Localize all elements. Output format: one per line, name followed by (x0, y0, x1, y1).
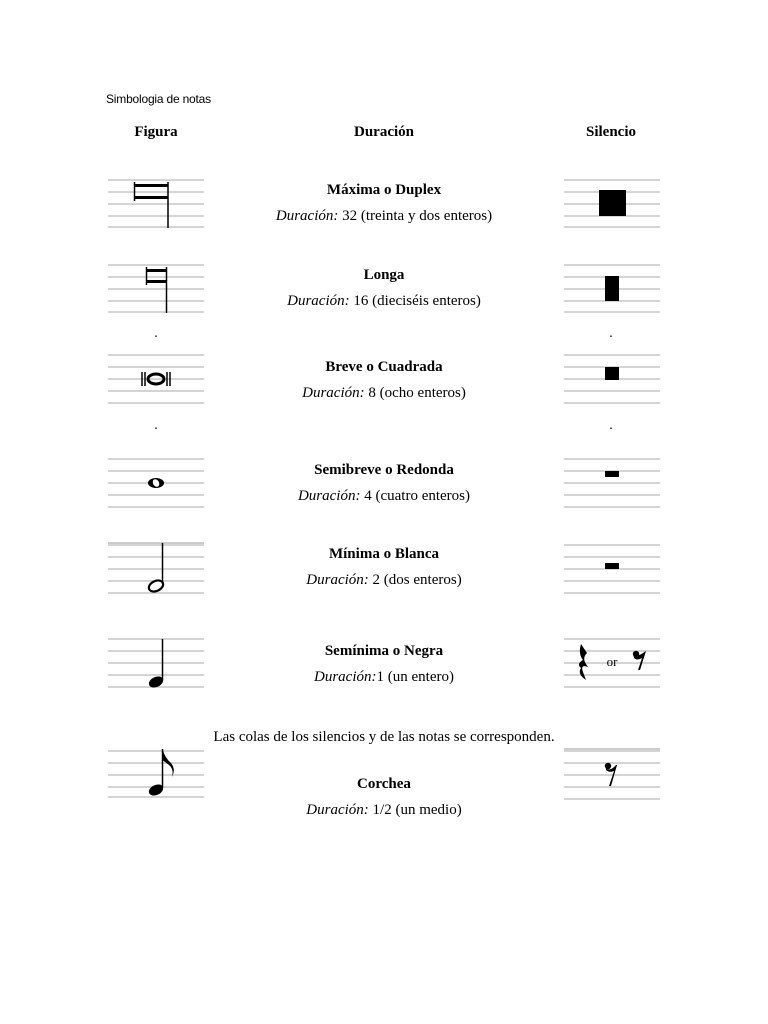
column-header-figure: Figura (134, 124, 178, 140)
duration-prefix: Duración: (275, 208, 339, 224)
duration-value: 2 (dos enteros) (372, 572, 462, 588)
duration-value: 4 (cuatro enteros) (364, 488, 471, 504)
quarter-note-icon (108, 634, 204, 694)
duration-value: 1/2 (un medio) (372, 802, 462, 818)
duration-prefix: Duración: (297, 488, 361, 504)
duration-prefix: Duración: (302, 385, 365, 401)
column-header-rest: Silencio (585, 124, 637, 140)
row-maxima (276, 181, 492, 225)
note-name: Longa (363, 267, 405, 283)
note-name: Semibreve o Redonda (314, 462, 454, 478)
note-duration (314, 668, 454, 686)
separator-dot: . (609, 326, 613, 341)
eighth-rest-icon (564, 744, 660, 804)
duration-value: 16 (dieciséis enteros) (353, 293, 481, 309)
quarter-rest-icon (564, 634, 660, 694)
row-breve (302, 358, 466, 402)
whole-rest-icon (564, 452, 660, 512)
breve-note-icon (108, 348, 204, 408)
separator-dot: . (154, 418, 158, 433)
note-duration (287, 292, 481, 310)
duration-prefix: Duración: (314, 669, 377, 685)
note-duration (306, 571, 461, 589)
note-name: Breve o Cuadrada (325, 359, 443, 375)
note-duration (276, 207, 492, 225)
duration-prefix: Duración: (287, 293, 350, 309)
row-minima (306, 545, 461, 589)
duration-value: 32 (treinta y dos enteros) (342, 208, 493, 224)
correspondence-note: Las colas de los silencios y de las notas se corresponden. (213, 729, 555, 745)
row-seminima (314, 642, 454, 686)
separator-dot: . (609, 418, 613, 433)
maxima-note-icon (108, 172, 204, 232)
half-rest-icon (564, 540, 660, 600)
duration-value: 8 (ocho enteros) (368, 385, 466, 401)
half-note-icon (108, 540, 204, 600)
breve-rest-icon (564, 348, 660, 408)
page-heading: Simbologia de notas (106, 92, 211, 106)
longa-note-icon (108, 258, 204, 318)
note-duration (306, 801, 461, 819)
or-label: or (606, 654, 618, 669)
duration-prefix: Duración: (306, 802, 369, 818)
whole-note-icon (108, 452, 204, 512)
row-longa (287, 266, 481, 310)
longa-rest-icon (564, 258, 660, 318)
separator-dot: . (154, 326, 158, 341)
note-name: Semínima o Negra (324, 643, 444, 659)
note-name: Máxima o Duplex (326, 182, 442, 198)
column-header-duration: Duración (354, 124, 414, 140)
duration-prefix: Duración: (306, 572, 369, 588)
note-name: Mínima o Blanca (328, 546, 439, 562)
duration-value: 1 (un entero) (376, 669, 454, 685)
row-semibreve (298, 461, 470, 505)
note-name: Corchea (357, 776, 411, 792)
eighth-note-icon (108, 744, 204, 804)
row-corchea (306, 775, 461, 819)
maxima-rest-icon (564, 172, 660, 232)
note-duration (298, 487, 470, 505)
note-duration (302, 384, 466, 402)
